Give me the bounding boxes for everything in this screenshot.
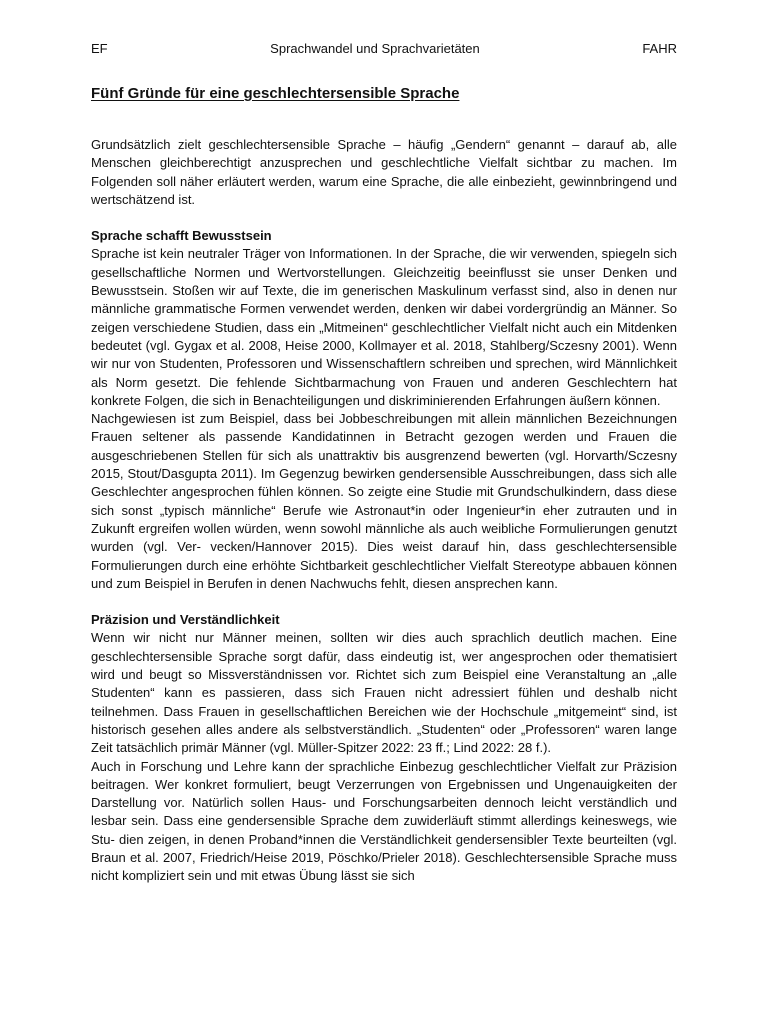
- document-title: Fünf Gründe für eine geschlechtersensible Sprache: [91, 85, 460, 102]
- section-bewusstsein: [91, 227, 677, 593]
- body-paragraph: Wenn wir nicht nur Männer meinen, sollten wir dies auch sprachlich deutlich machen. Eine geschlechtersensible Sprache sorgt dafür, dass eindeutig ist, wer angesprochen oder thematisiert wird und beugt so Missverständnissen vor. Richtet sich zum Beispiel eine Veranstaltung an „alle Studenten“ kann es passieren, dass sich Frauen nicht adressiert fühlen und deshalb nicht teilnehmen. Dass Frauen in gesellschaftlichen Bereichen wie der Hochschule „mitgemeint“ sind, ist historisch gesehen alles andere als selbstverständlich. „Studenten“ oder „Professoren“ waren lange Zeit tatsächlich primär Männer (vgl. Müller-Spitzer 2022: 23 ff.; Lind 2022: 28 f.).: [91, 630, 677, 756]
- section-heading: Präzision und Verständlichkeit: [91, 612, 280, 628]
- header-course: EF: [91, 41, 108, 56]
- page-header: [91, 40, 677, 58]
- header-author: FAHR: [642, 41, 677, 56]
- header-topic: Sprachwandel und Sprachvarietäten: [270, 41, 480, 56]
- body-paragraph: Sprache ist kein neutraler Träger von Informationen. In der Sprache, die wir verwenden, spiegeln sich gesellschaftliche Normen und Wertvorstellungen. Gleichzeitig beeinflusst sie unser Denken und Bewusstsein. Stoßen wir auf Texte, die im generischen Maskulinum verfasst sind, also in denen nur männliche grammatische Formen verwendet werden, denken wir dabei vordergründig an Männer. So zeigen verschiedene Studien, dass ein „Mitmeinen“ geschlechtlicher Vielfalt nicht auch ein Mitdenken bedeutet (vgl. Gygax et al. 2008, Heise 2000, Kollmayer et al. 2018, Stahlberg/Sczesny 2001). Wenn wir nur von Studenten, Professoren und Wissenschaftlern schreiben und sprechen, wird Männlichkeit als Norm gesetzt. Die fehlende Sichtbarmachung von Frauen und anderen Geschlechtern hat konkrete Folgen, die sich in Benachteiligungen und diskriminierenden Erfahrungen äußern können.: [91, 246, 677, 408]
- section-heading: Sprache schafft Bewusstsein: [91, 228, 272, 244]
- intro-paragraph: Grundsätzlich zielt geschlechtersensible Sprache – häufig „Gendern“ genannt – darauf ab, alle Menschen gleichberechtigt anzusprechen und geschlechtliche Vielfalt sichtbar zu machen. Im Folgenden soll näher erläutert werden, warum eine Sprache, die alle einbezieht, gewinnbringend und wertschätzend ist.: [91, 137, 677, 207]
- section-praezision: [91, 611, 677, 885]
- body-paragraph: Nachgewiesen ist zum Beispiel, dass bei Jobbeschreibungen mit allein männlichen Bezeichnungen Frauen seltener als passende Kandidatinnen in Betracht gezogen werden und Frauen die ausgeschriebenen Stellen für sich als unattraktiv bis ausgrenzend bewerten (vgl. Horvarth/Sczesny 2015, Stout/Dasgupta 2011). Im Gegenzug bewirken gendersensible Ausschreibungen, dass sich alle Geschlechter angesprochen fühlen können. So zeigte eine Studie mit Grundschulkindern, dass diese sich sonst „typisch männliche“ Berufe wie Astronaut*in oder Ingenieur*in eher zutrauten und in Zukunft ergreifen wollen würden, wenn sowohl männliche als auch weibliche Formulierungen genutzt wurden (vgl. Ver- vecken/Hannover 2015). Dies weist darauf hin, dass geschlechtersensible Formulierungen durch eine erhöhte Sichtbarkeit geschlechtlicher Vielfalt Stereotype abbauen können und zum Beispiel in Berufen in denen Nachwuchs fehlt, diesen ansprechen kann.: [91, 411, 677, 591]
- body-paragraph: Auch in Forschung und Lehre kann der sprachliche Einbezug geschlechtlicher Vielfalt zur Präzision beitragen. Wer konkret formuliert, beugt Verzerrungen von Ergebnissen und Ungenauigkeiten der Darstellung vor. Natürlich sollen Haus- und Forschungsarbeiten dennoch leicht verständlich und lesbar sein. Dass eine gendersensible Sprache dem zuwiderläuft stimmt allerdings keineswegs, wie Stu- dien zeigen, in denen Proband*innen die Verständlichkeit gendersensibler Texte beurteilten (vgl. Braun et al. 2007, Friedrich/Heise 2019, Pöschko/Prieler 2018). Geschlechtersensible Sprache muss nicht kompliziert sein und mit etwas Übung lässt sie sich: [91, 758, 677, 884]
- document-page: [91, 40, 677, 886]
